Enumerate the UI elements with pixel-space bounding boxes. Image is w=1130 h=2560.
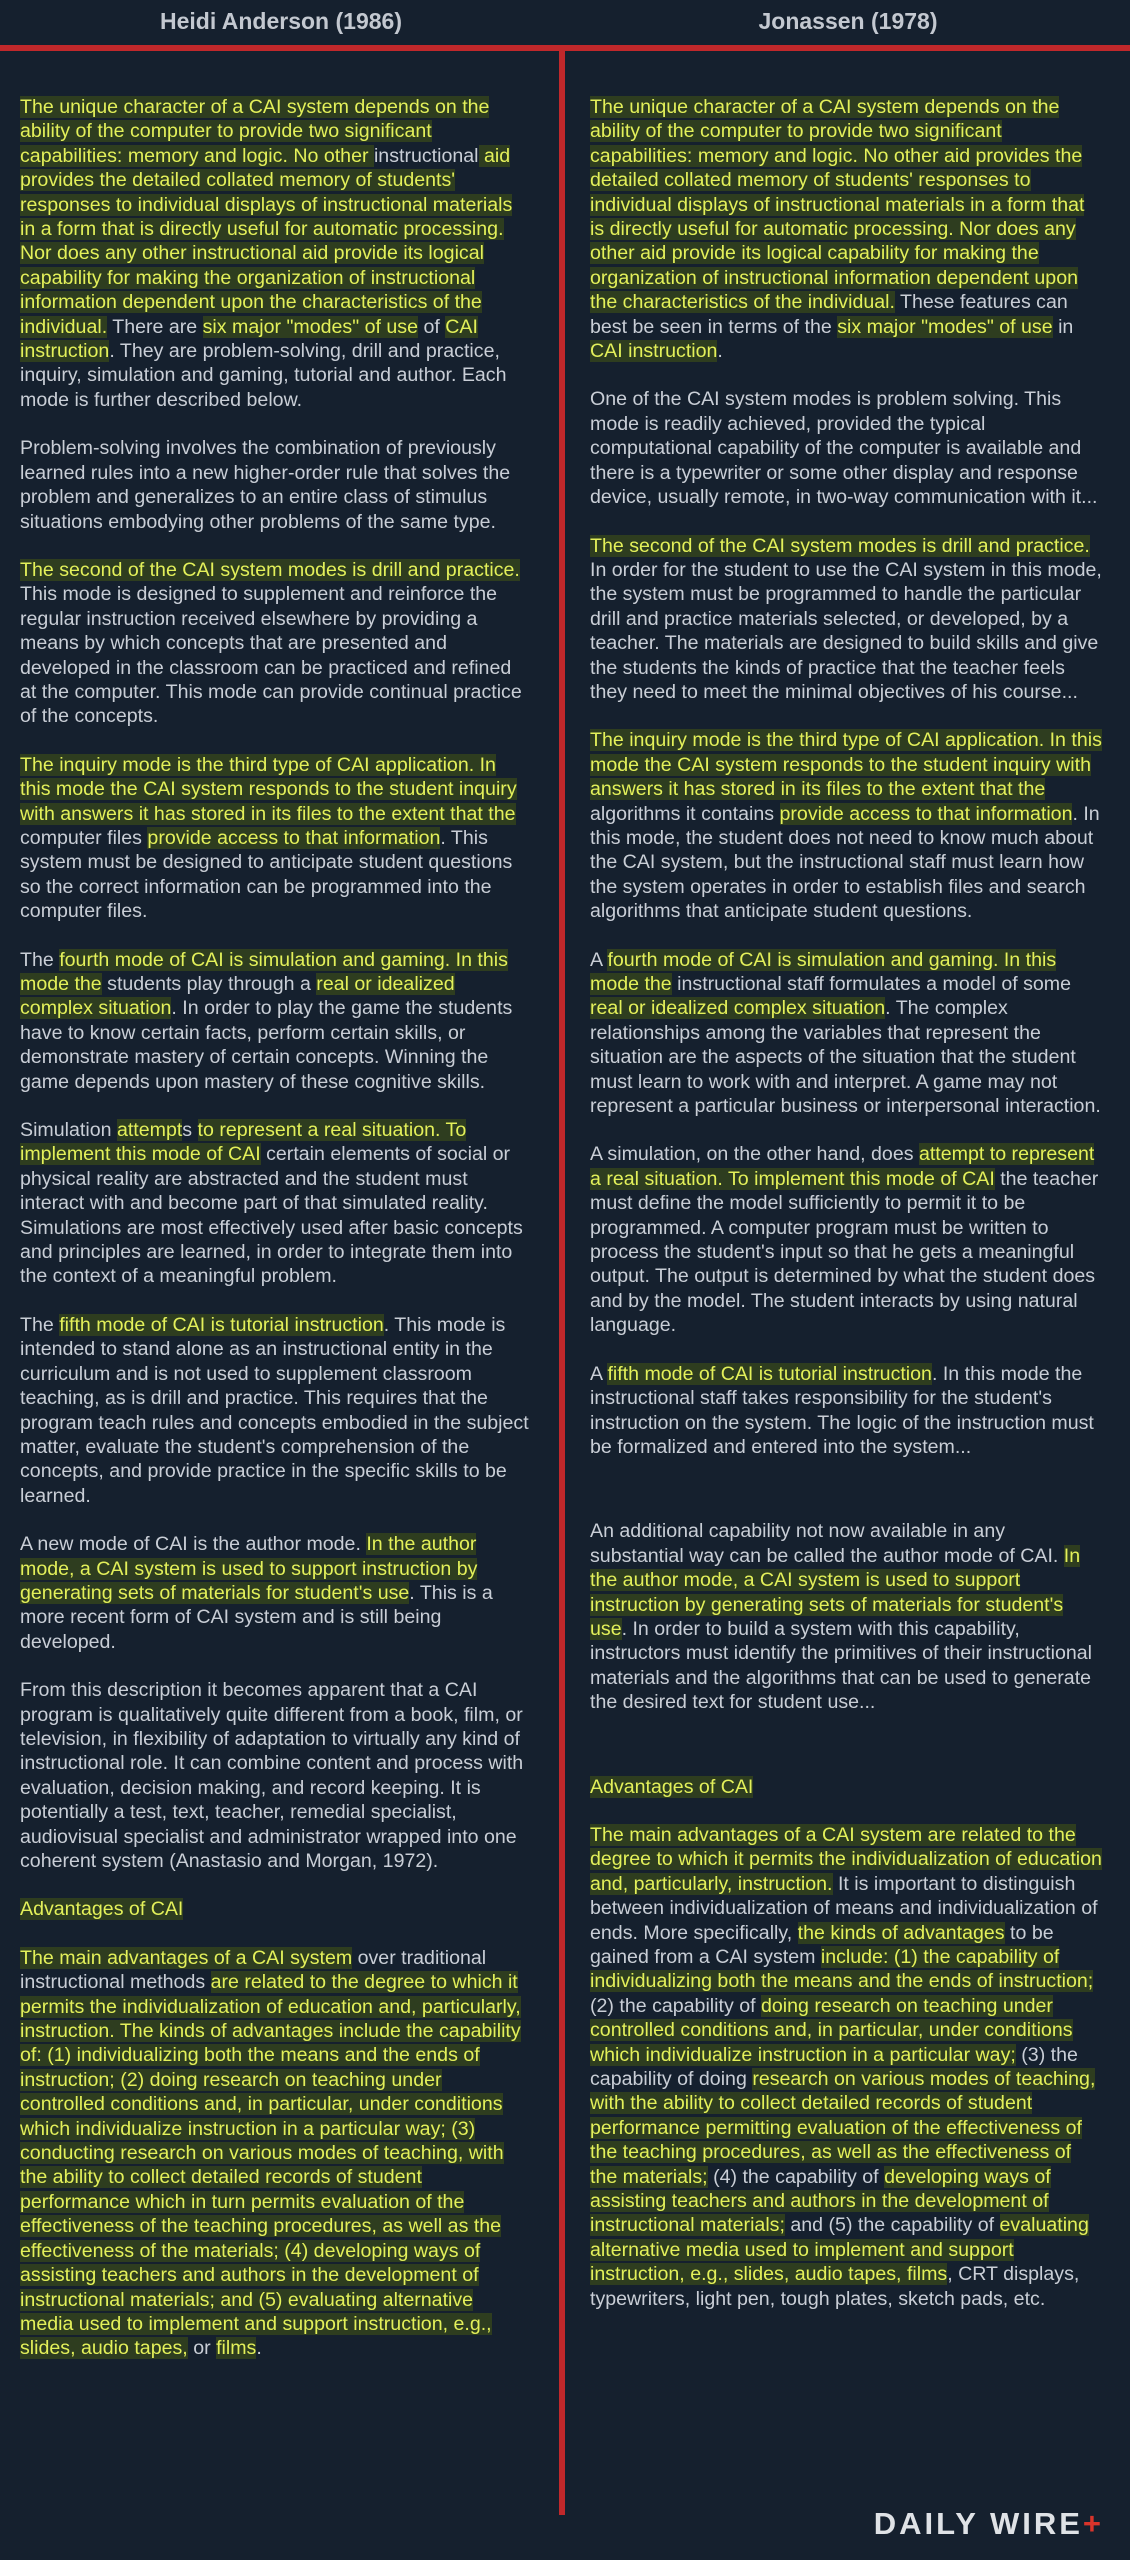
plain-text: This mode is designed to supplement and reinforce the regular instruction received elsewhere by providing a means by which concepts that are presented and developed in the classroom can be practiced and refined at the computer. This mode can provide continual practice of the concepts. [20, 583, 522, 728]
right-paragraph [590, 387, 1102, 509]
highlighted-text: The unique character of a CAI system depends on the ability of the computer to provide two significant capabilities: memory and logic. No other aid provides the detailed collated memory of students' responses to individual displays of instructional materials in a form that is directly useful for automatic processing. Nor does any other aid provide its logical capability for making the organization of instructional information dependent upon the characteristics of the individual. [590, 96, 1085, 314]
highlighted-text: fourth mode of CAI is simulation and gaming. In this mode the [590, 948, 1057, 995]
left-paragraph [20, 1532, 530, 1654]
right-paragraph [590, 534, 1102, 705]
plain-text: instructional staff formulates a model of some [671, 973, 1072, 995]
plain-text: . They are problem-solving, drill and practice, inquiry, simulation and gaming, tutorial and author. Each mode is further described below. [20, 340, 507, 411]
highlighted-text: CAI instruction [20, 315, 478, 363]
plain-text: The [20, 948, 60, 971]
left-paragraph [20, 1313, 530, 1508]
plain-text: . [717, 340, 723, 363]
plain-text: (3) the capability of doing [590, 2043, 1078, 2091]
right-paragraph [590, 948, 1102, 1119]
right-paragraph [590, 95, 1102, 363]
plain-text: From this description it becomes apparent that a CAI program is qualitatively quite different from a book, film, or television, in flexibility of adaptation to virtually any kind of instructional role. It can combine content and process with evaluation, decision making, and record keeping. It is potentially a test, text, teacher, remedial specialist, audiovisual specialist and administrator wrapped into one coherent system (Anastasio and Morgan, 1972). [20, 1679, 524, 1872]
right-paragraph [590, 1775, 1102, 1799]
plain-text: . This is a more recent form of CAI system and is still being developed. [20, 1581, 493, 1653]
plain-text: or [187, 2337, 217, 2360]
plain-text: . The complex relationships among the variables that represent the situation are the aspects of the situation that the student must learn to work with and interpret. A game may not represent a particular business or interpersonal interaction. [590, 997, 1101, 1118]
highlighted-text: six major "modes" of use [837, 315, 1053, 338]
highlighted-text: attempt [116, 1119, 183, 1142]
highlighted-text: The inquiry mode is the third type of CAI application. In this mode the CAI system responds to the student inquiry with answers it has stored in its files to the extent that the [590, 729, 1102, 801]
highlighted-text: attempt to represent a real situation. To implement this mode of CAI [590, 1143, 1095, 1190]
plain-text: . In this mode, the student does not need to know much about the CAI system, but the instructional staff must learn how the system operates in order to establish files and search algorithms that anticipate student questions. [590, 802, 1100, 923]
plain-text: to be gained from a CAI system [590, 1921, 1054, 1968]
highlighted-text: to represent a real situation. To implement this mode of CAI [20, 1119, 467, 1166]
highlighted-text: are related to the degree to which it permits the individualization of education and, particularly, instruction. The kinds of advantages include the capability of: (1) individualizing both the means and the ends of instruction; (2) doing research on teaching under controlled conditions and, in particular, under conditions which individualize instruction in a particular way; (3) conducting research on various modes of teaching, with the ability to collect detailed records of student performance which in turn permits evaluation of the effectiveness of the teaching procedures, as well as the effectiveness of the materials; (4) developing ways of assisting teachers and authors in the development of instructional materials; and (5) evaluating alternative media used to implement and support instruction, e.g., slides, audio tapes, [20, 1971, 521, 2360]
highlighted-text: six major "modes" of use [202, 315, 418, 338]
left-paragraph [20, 948, 530, 1094]
logo-text: DAILY WIRE [873, 2506, 1083, 2541]
plain-text: of [418, 315, 446, 338]
highlighted-text: doing research on teaching under controlled conditions and, in particular, under conditions which individualize instruction in a particular way; [590, 1994, 1073, 2066]
highlighted-text: real or idealized complex situation [590, 997, 886, 1020]
plain-text: The [20, 1313, 60, 1336]
plain-text: In order for the student to use the CAI system in this mode, the system must be programmed to handle the particular drill and practice materials selected, or developed, by a teacher. The materials are designed to build skills and give the students the kinds of practice that the teacher feels they need to meet the minimal objectives of his course... [590, 558, 1102, 703]
right-paragraph [590, 1519, 1102, 1714]
plain-text: It is important to distinguish between individualization of means and individualization of ends. More specifically, [590, 1872, 1098, 1944]
plain-text: . This system must be designed to anticipate student questions so the correct information can be programmed into the computer files. [20, 826, 513, 923]
highlighted-text: the kinds of advantages [797, 1921, 1005, 1944]
highlighted-text: evaluating alternative media used to implement and support instruction, e.g., slides, audio tapes, films [590, 2214, 1089, 2286]
plain-text: (4) the capability of [707, 2165, 885, 2188]
highlighted-text: real or idealized complex situation [20, 973, 455, 1020]
plain-text: . [256, 2337, 262, 2360]
left-column-text [20, 95, 530, 2385]
logo-plus-mark: + [1082, 2506, 1104, 2541]
header-divider [0, 45, 1130, 51]
plain-text: A [590, 1362, 608, 1385]
right-paragraph [590, 1823, 1102, 2311]
left-paragraph [20, 436, 530, 534]
plain-text: A [590, 948, 608, 971]
daily-wire-logo [874, 2506, 1104, 2542]
highlighted-text: Advantages of CAI [20, 1898, 184, 1921]
right-column-text [590, 95, 1102, 2335]
right-paragraph [590, 1142, 1102, 1337]
plain-text: instructional [373, 144, 479, 167]
highlighted-text: provide access to that information [147, 826, 441, 849]
highlighted-text: films [216, 2337, 257, 2360]
plain-text: Simulation [20, 1119, 117, 1142]
plain-text: One of the CAI system modes is problem solving. This mode is readily achieved, provided the typical computational capability of the computer is available and there is a typewriter or some other display and response device, usually remote, in two-way communication with it... [590, 388, 1098, 509]
highlighted-text: Advantages of CAI [590, 1775, 754, 1798]
right-paragraph [590, 1362, 1102, 1460]
highlighted-text: The inquiry mode is the third type of CAI application. In this mode the CAI system responds to the student inquiry with answers it has stored in its files to the extent that the [20, 753, 517, 825]
right-paragraph [590, 728, 1102, 923]
plain-text: , CRT displays, typewriters, light pen, tough plates, sketch pads, etc. [590, 2263, 1080, 2310]
plain-text: in [1052, 315, 1074, 338]
highlighted-text: CAI instruction [590, 340, 718, 363]
left-paragraph [20, 1946, 530, 2361]
plain-text: students play through a [101, 973, 317, 995]
plain-text: certain elements of social or physical reality are abstracted and the student must interact with and become part of that simulated reality. Simulations are most effectively used after basic concepts and principles are learned, in order to integrate them into the context of a meaningful problem. [20, 1143, 523, 1288]
highlighted-text: aid provides the detailed collated memory of students' responses to individual displays of instructional materials in a form that is directly useful for automatic processing. Nor does any other instructional aid provide its logical capability for making the organization of instructional information dependent upon the characteristics of the individual. [20, 144, 513, 338]
highlighted-text: The second of the CAI system modes is drill and practice. [590, 534, 1090, 557]
highlighted-text: provide access to that information [779, 802, 1073, 825]
left-column-title: Heidi Anderson (1986) [160, 8, 402, 34]
plain-text: A new mode of CAI is the author mode. [20, 1533, 367, 1556]
left-paragraph [20, 1897, 530, 1921]
right-column-title: Jonassen (1978) [758, 8, 938, 34]
plain-text: . In order to build a system with this capability, instructors must identify the primitives of their instructional materials and the algorithms that can be used to generate the desired text for student use... [590, 1617, 1093, 1714]
left-paragraph [20, 1118, 530, 1289]
highlighted-text: research on various modes of teaching, with the ability to collect detailed records of student performance permitting evaluation of the effectiveness of the teaching procedures, as well as the effectiveness of the materials; [590, 2068, 1096, 2188]
highlighted-text: In the author mode, a CAI system is used to support instruction by generating sets of materials for student's use [20, 1533, 478, 1604]
plain-text: . In order to play the game the students have to know certain facts, perform certain skills, or demonstrate mastery of certain concepts. Winning the game depends upon mastery of these cognitive skills. [20, 997, 513, 1093]
highlighted-text: The unique character of a CAI system depends on the ability of the computer to provide two significant capabilities: memory and logic. No other [20, 96, 490, 167]
highlighted-text: The main advantages of a CAI system are related to the degree to which it permits the individualization of education and, particularly, instruction. [590, 1823, 1102, 1895]
plain-text: (2) the capability of [590, 1994, 761, 2017]
highlighted-text: fifth mode of CAI is tutorial instruction [59, 1313, 384, 1336]
plain-text: These features can best be seen in terms of the [590, 291, 1068, 338]
highlighted-text: The main advantages of a CAI system [20, 1946, 353, 1969]
left-paragraph [20, 558, 530, 729]
highlighted-text: include: (1) the capability of individualizing both the means and the ends of instruction; [590, 1946, 1094, 1993]
plain-text: computer files [20, 826, 148, 849]
plain-text: . This mode is intended to stand alone as an instructional entity in the curriculum and is not used to supplement classroom teaching, as is drill and practice. This requires that the program teach rules and concepts embodied in the subject matter, evaluate the student's comprehension of the concepts, and provide practice in the specific skills to be learned. [20, 1313, 529, 1507]
left-paragraph [20, 753, 530, 924]
highlighted-text: developing ways of assisting teachers and authors in the development of instructional materials; [590, 2165, 1051, 2237]
plain-text: . In this mode the instructional staff takes responsibility for the student's instruction on the system. The logic of the instruction must be formalized and entered into the system... [590, 1362, 1094, 1458]
column-divider [559, 45, 565, 2515]
plain-text: There are [107, 315, 203, 338]
column-header [0, 0, 1130, 48]
highlighted-text: fifth mode of CAI is tutorial instruction [607, 1362, 932, 1385]
plain-text: the teacher must define the model sufficiently to permit it to be programmed. A computer program must be written to process the student's input so that he gets a meaningful output. The output is determined by what the student does and by the model. The student interacts by using natural language. [590, 1167, 1099, 1337]
left-paragraph [20, 95, 530, 412]
highlighted-text: The second of the CAI system modes is drill and practice. [20, 558, 520, 581]
highlighted-text: In the author mode, a CAI system is used to support instruction by generating sets of materials for student's use [590, 1544, 1081, 1640]
plain-text: and (5) the capability of [784, 2214, 1000, 2237]
plain-text: algorithms it contains [590, 802, 780, 825]
plain-text: s [182, 1119, 198, 1142]
plain-text: An additional capability not now available in any substantial way can be called the author mode of CAI. [590, 1520, 1064, 1567]
highlighted-text: fourth mode of CAI is simulation and gaming. In this mode the [20, 948, 508, 995]
plain-text: over traditional instructional methods [20, 1946, 487, 1994]
plain-text: Problem-solving involves the combination of previously learned rules into a new higher-order rule that solves the problem and generalizes to an entire class of stimulus situations embodying other problems of the same type. [20, 437, 511, 533]
plain-text: A simulation, on the other hand, does [590, 1143, 919, 1166]
left-paragraph [20, 1678, 530, 1873]
